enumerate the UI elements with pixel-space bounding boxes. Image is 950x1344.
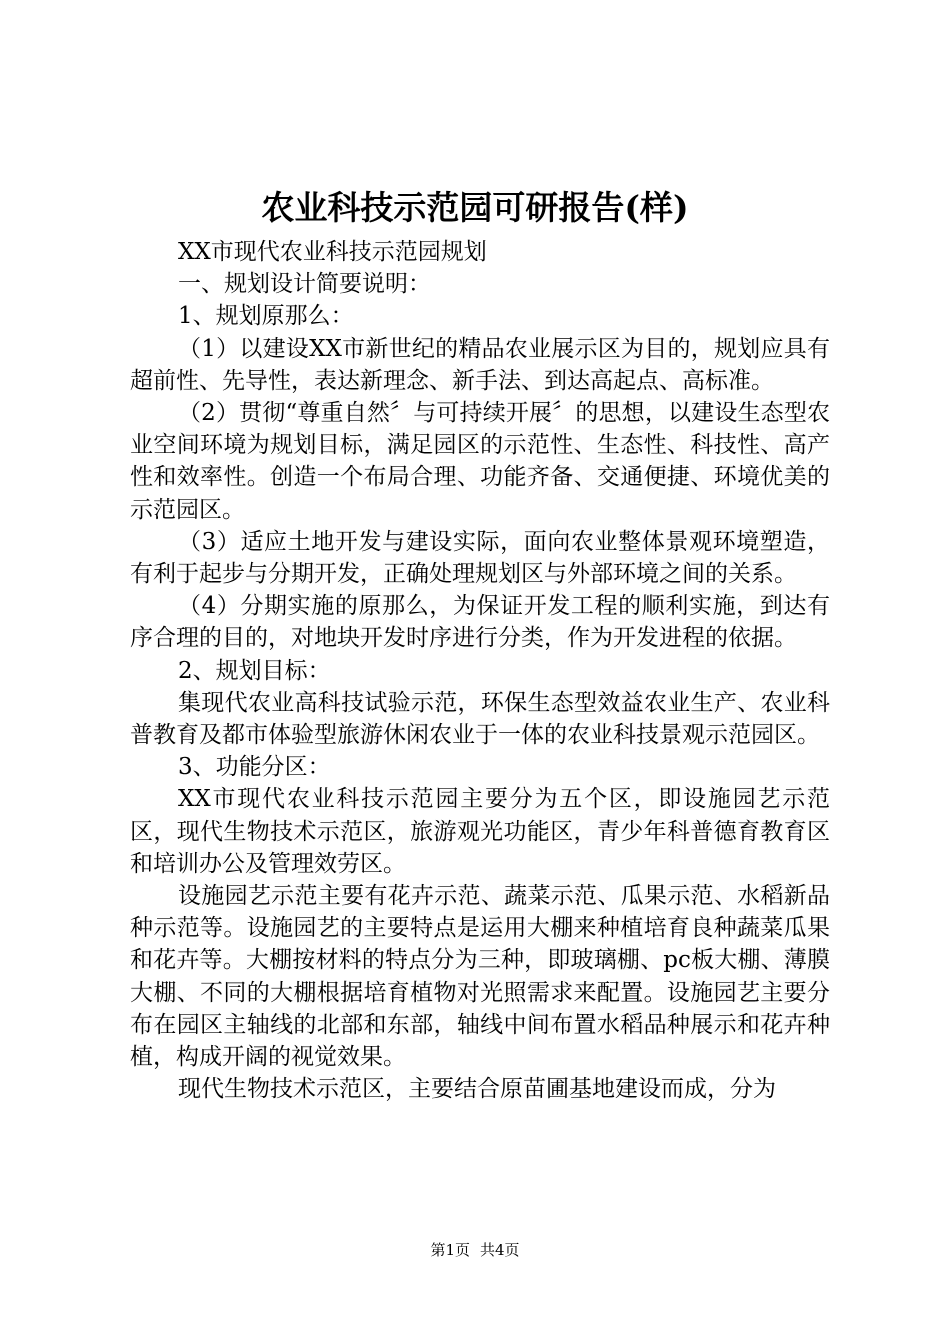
paragraph-zones: XX市现代农业科技示范园主要分为五个区，即设施园艺示范区，现代生物技术示范区，旅游观光功能区，青少年科普德育教育区和培训办公及管理效劳区。 [130, 786, 830, 877]
heading-principles: 1、规划原那么： [178, 303, 354, 330]
page-total: 共4页 [480, 1241, 520, 1259]
paragraph-plan-name: XX市现代农业科技示范园规划 [178, 239, 487, 265]
document-title: 农业科技示范园可研报告(样) [261, 188, 689, 227]
page-number: 第1页 [430, 1241, 470, 1259]
heading-zones: 3、功能分区： [178, 754, 331, 781]
page-footer [0, 1240, 950, 1260]
paragraph-biotech: 现代生物技术示范区，主要结合原苗圃基地建设而成，分为 [178, 1076, 776, 1103]
paragraph-horticulture: 设施园艺示范主要有花卉示范、蔬菜示范、瓜果示范、水稻新品种示范等。设施园艺的主要特点是运用大棚来种植培育良种蔬菜瓜果和花卉等。大棚按材料的特点分为三种，即玻璃棚、pc板大棚、薄膜大棚、不同的大棚根据培育植物对光照需求来配置。设施园艺主要分布在园区主轴线的北部和东部，轴线中间布置水稻品种展示和花卉种植，构成开阔的视觉效果。 [130, 883, 830, 1071]
heading-goals: 2、规划目标： [178, 657, 331, 684]
heading-section-1: 一、规划设计简要说明： [178, 271, 431, 298]
paragraph-goals: 集现代农业高科技试验示范，环保生态型效益农业生产、农业科普教育及都市体验型旅游休闲农业于一体的农业科技景观示范园区。 [130, 689, 830, 749]
paragraph-principle-4: （4）分期实施的原那么，为保证开发工程的顺利实施，到达有序合理的目的，对地块开发时序进行分类，作为开发进程的依据。 [130, 593, 830, 652]
paragraph-principle-3: （3）适应土地开发与建设实际，面向农业整体景观环境塑造，有利于起步与分期开发，正确处理规划区与外部环境之间的关系。 [130, 528, 830, 588]
paragraph-principle-2: （2）贯彻“尊重自然〞与可持续开展〞的思想，以建设生态型农业空间环境为规划目标，满足园区的示范性、生态性、科技性、高产性和效率性。创造一个布局合理、功能齐备、交通便捷、环境优美的示范园区。 [130, 400, 830, 523]
document-body [130, 236, 830, 1105]
paragraph-principle-1: （1）以建设XX市新世纪的精品农业展示区为目的，规划应具有超前性、先导性，表达新理念、新手法、到达高起点、高标准。 [130, 335, 830, 394]
